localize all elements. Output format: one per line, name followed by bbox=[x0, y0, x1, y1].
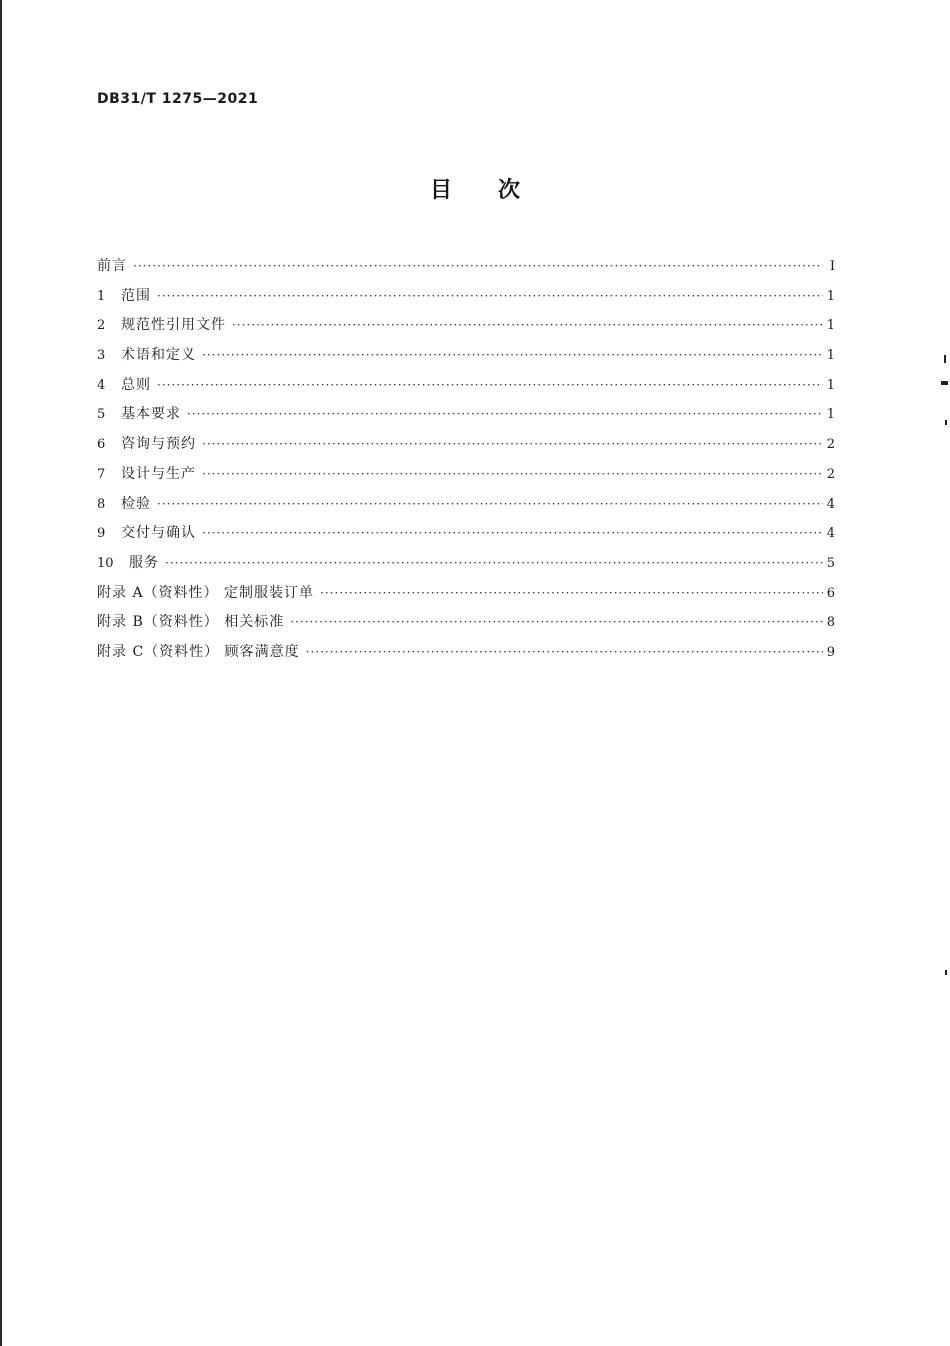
toc-entry-label: 检验 bbox=[121, 495, 151, 512]
toc-entry-label: 附录 C（资料性） 顾客满意度 bbox=[97, 643, 300, 660]
toc-entry-appendix-b[interactable] bbox=[97, 608, 835, 638]
toc-leader-dots bbox=[187, 400, 823, 430]
toc-entry-label: 规范性引用文件 bbox=[121, 317, 226, 334]
toc-entry-label: 设计与生产 bbox=[121, 465, 196, 482]
toc-entry-label: 咨询与预约 bbox=[121, 436, 196, 453]
toc-entry-label: 附录 B（资料性） 相关标准 bbox=[97, 614, 285, 631]
toc-leader-dots bbox=[202, 430, 823, 460]
toc-entry-label: 服务 bbox=[129, 554, 159, 571]
toc-entry-number: 3 bbox=[97, 348, 106, 364]
toc-leader-dots bbox=[133, 252, 823, 282]
toc-entry-appendix-a[interactable] bbox=[97, 579, 835, 609]
toc-entry-5[interactable] bbox=[97, 400, 835, 430]
toc-entry-6[interactable] bbox=[97, 430, 835, 460]
toc-entry-number: 6 bbox=[97, 437, 106, 453]
toc-leader-dots bbox=[320, 579, 823, 609]
toc-leader-dots bbox=[202, 460, 823, 490]
toc-entry-number: 8 bbox=[97, 496, 106, 512]
toc-entry-1[interactable] bbox=[97, 282, 835, 312]
toc-entry-number: 4 bbox=[97, 377, 106, 393]
toc-entry-page: 1 bbox=[826, 377, 835, 393]
toc-entry-page: 2 bbox=[826, 437, 835, 453]
toc-leader-dots bbox=[157, 371, 823, 401]
toc-entry-number: 10 bbox=[97, 555, 114, 571]
toc-entry-page: 4 bbox=[826, 496, 835, 512]
toc-entry-7[interactable] bbox=[97, 460, 835, 490]
toc-leader-dots bbox=[306, 638, 823, 668]
toc-entry-10[interactable] bbox=[97, 549, 835, 579]
toc-entry-label: 总则 bbox=[121, 376, 151, 393]
toc-leader-dots bbox=[157, 282, 823, 312]
toc-entry-number: 2 bbox=[97, 318, 106, 334]
toc-entry-foreword[interactable] bbox=[97, 252, 835, 282]
toc-entry-page: 9 bbox=[826, 644, 835, 660]
toc-entry-8[interactable] bbox=[97, 490, 835, 520]
toc-entry-page: 1 bbox=[826, 407, 835, 423]
toc-entry-page: 4 bbox=[826, 526, 835, 542]
toc-leader-dots bbox=[202, 341, 823, 371]
toc-entry-label: 基本要求 bbox=[121, 406, 181, 423]
toc-entry-number: 5 bbox=[97, 407, 106, 423]
scan-artifact-mark bbox=[944, 355, 946, 363]
toc-entry-label: 前言 bbox=[97, 258, 127, 274]
toc-entry-page: 2 bbox=[826, 466, 835, 482]
toc-leader-dots bbox=[157, 490, 823, 520]
toc-leader-dots bbox=[290, 608, 823, 638]
toc-entry-page: I bbox=[829, 259, 835, 274]
scan-artifact-mark bbox=[941, 381, 948, 385]
toc-leader-dots bbox=[165, 549, 823, 579]
toc-entry-number: 7 bbox=[97, 466, 106, 482]
toc-entry-page: 8 bbox=[826, 615, 835, 631]
toc-entry-3[interactable] bbox=[97, 341, 835, 371]
toc-entry-number: 9 bbox=[97, 526, 106, 542]
toc-entry-page: 1 bbox=[826, 288, 835, 304]
toc-entry-label: 交付与确认 bbox=[121, 525, 196, 542]
toc-entry-2[interactable] bbox=[97, 311, 835, 341]
toc-entry-appendix-c[interactable] bbox=[97, 638, 835, 668]
toc-entry-4[interactable] bbox=[97, 371, 835, 401]
page-title: 目次 bbox=[429, 178, 566, 203]
toc-leader-dots bbox=[232, 311, 823, 341]
table-of-contents bbox=[97, 252, 835, 668]
toc-entry-label: 范围 bbox=[121, 287, 151, 304]
toc-entry-page: 1 bbox=[826, 318, 835, 334]
toc-entry-number: 1 bbox=[97, 288, 106, 304]
toc-entry-9[interactable] bbox=[97, 519, 835, 549]
scan-artifact-mark bbox=[945, 970, 947, 975]
toc-entry-page: 1 bbox=[826, 348, 835, 364]
toc-entry-label: 附录 A（资料性） 定制服装订单 bbox=[97, 584, 315, 601]
scan-artifact-mark bbox=[945, 420, 947, 425]
toc-entry-page: 5 bbox=[826, 555, 835, 571]
toc-entry-label: 术语和定义 bbox=[121, 347, 196, 364]
toc-leader-dots bbox=[202, 519, 823, 549]
document-code: DB31/T 1275—2021 bbox=[97, 91, 259, 107]
toc-entry-page: 6 bbox=[826, 585, 835, 601]
